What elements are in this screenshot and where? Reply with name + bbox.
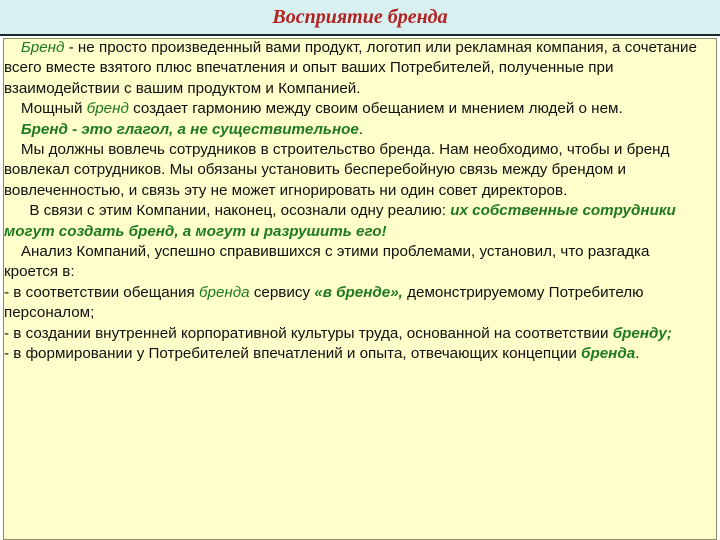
- paragraph-brand-verb: [4, 120, 704, 140]
- term-brand: бренду;: [612, 324, 672, 342]
- promise-text-a: - в соответствии обещания: [4, 283, 199, 301]
- promise-text-c: демонстрируемому Потребителю персоналом;: [4, 283, 644, 322]
- experience-text: - в формировании у Потребителей впечатлений и опыта, отвечающих концепции: [4, 345, 582, 363]
- reality-text: В связи с этим Компании, наконец, осознали одну реалию:: [29, 202, 451, 220]
- promise-text-b: сервису: [249, 283, 315, 301]
- list-item-promise: [4, 283, 704, 324]
- paragraph-brand-definition: [4, 38, 704, 99]
- brand-verb-statement: Бренд - это глагол, а не существительное: [20, 120, 359, 138]
- employee-involvement-text: Мы должны вовлечь сотрудников в строительство бренда. Нам необходимо, чтобы и бренд вовлекал сотрудников. Мы обязаны установить бесперебойную связь между брендом и вовлеченностью, и связь эту не может игнорировать ни один совет директоров.: [4, 141, 670, 199]
- paragraph-strong-brand: [4, 99, 704, 119]
- title-bar: [0, 0, 720, 36]
- paragraph-employee-involvement: [4, 140, 704, 201]
- list-item-experience: [4, 344, 704, 364]
- list-item-culture: [4, 324, 704, 344]
- strong-brand-text: создает гармонию между своим обещанием и мнением людей о нем.: [128, 100, 623, 118]
- term-brand: Бренд: [20, 39, 65, 56]
- experience-dot: .: [635, 345, 640, 363]
- term-brand: бренд: [86, 100, 129, 118]
- slide-title: Восприятие бренда: [272, 6, 448, 28]
- employees-emphasis: их собственные сотрудники могут создать бренд, а могут и разрушить его!: [4, 202, 676, 240]
- brand-verb-dot: .: [358, 120, 364, 138]
- analysis-text: Анализ Компаний, успешно справившихся с этими проблемами, установил, что разгадка кроется в:: [4, 243, 650, 281]
- term-brand: бренда: [581, 345, 636, 363]
- paragraph-analysis: [4, 242, 704, 283]
- term-brand: бренда: [198, 283, 250, 301]
- brand-definition-text: - не просто произведенный вами продукт, логотип или рекламная компания, а сочетание всего вместе взятого плюс впечатления и опыт ваших Потребителей, полученные при взаимодействии с вашим продуктом и Компанией.: [4, 39, 697, 97]
- culture-text: - в создании внутренней корпоративной культуры труда, основанной на соответствии: [4, 324, 613, 342]
- slide-body: [4, 38, 704, 365]
- term-in-brand: «в бренде»,: [314, 283, 403, 301]
- strong-brand-prefix: Мощный: [20, 100, 87, 118]
- paragraph-reality: [4, 201, 704, 242]
